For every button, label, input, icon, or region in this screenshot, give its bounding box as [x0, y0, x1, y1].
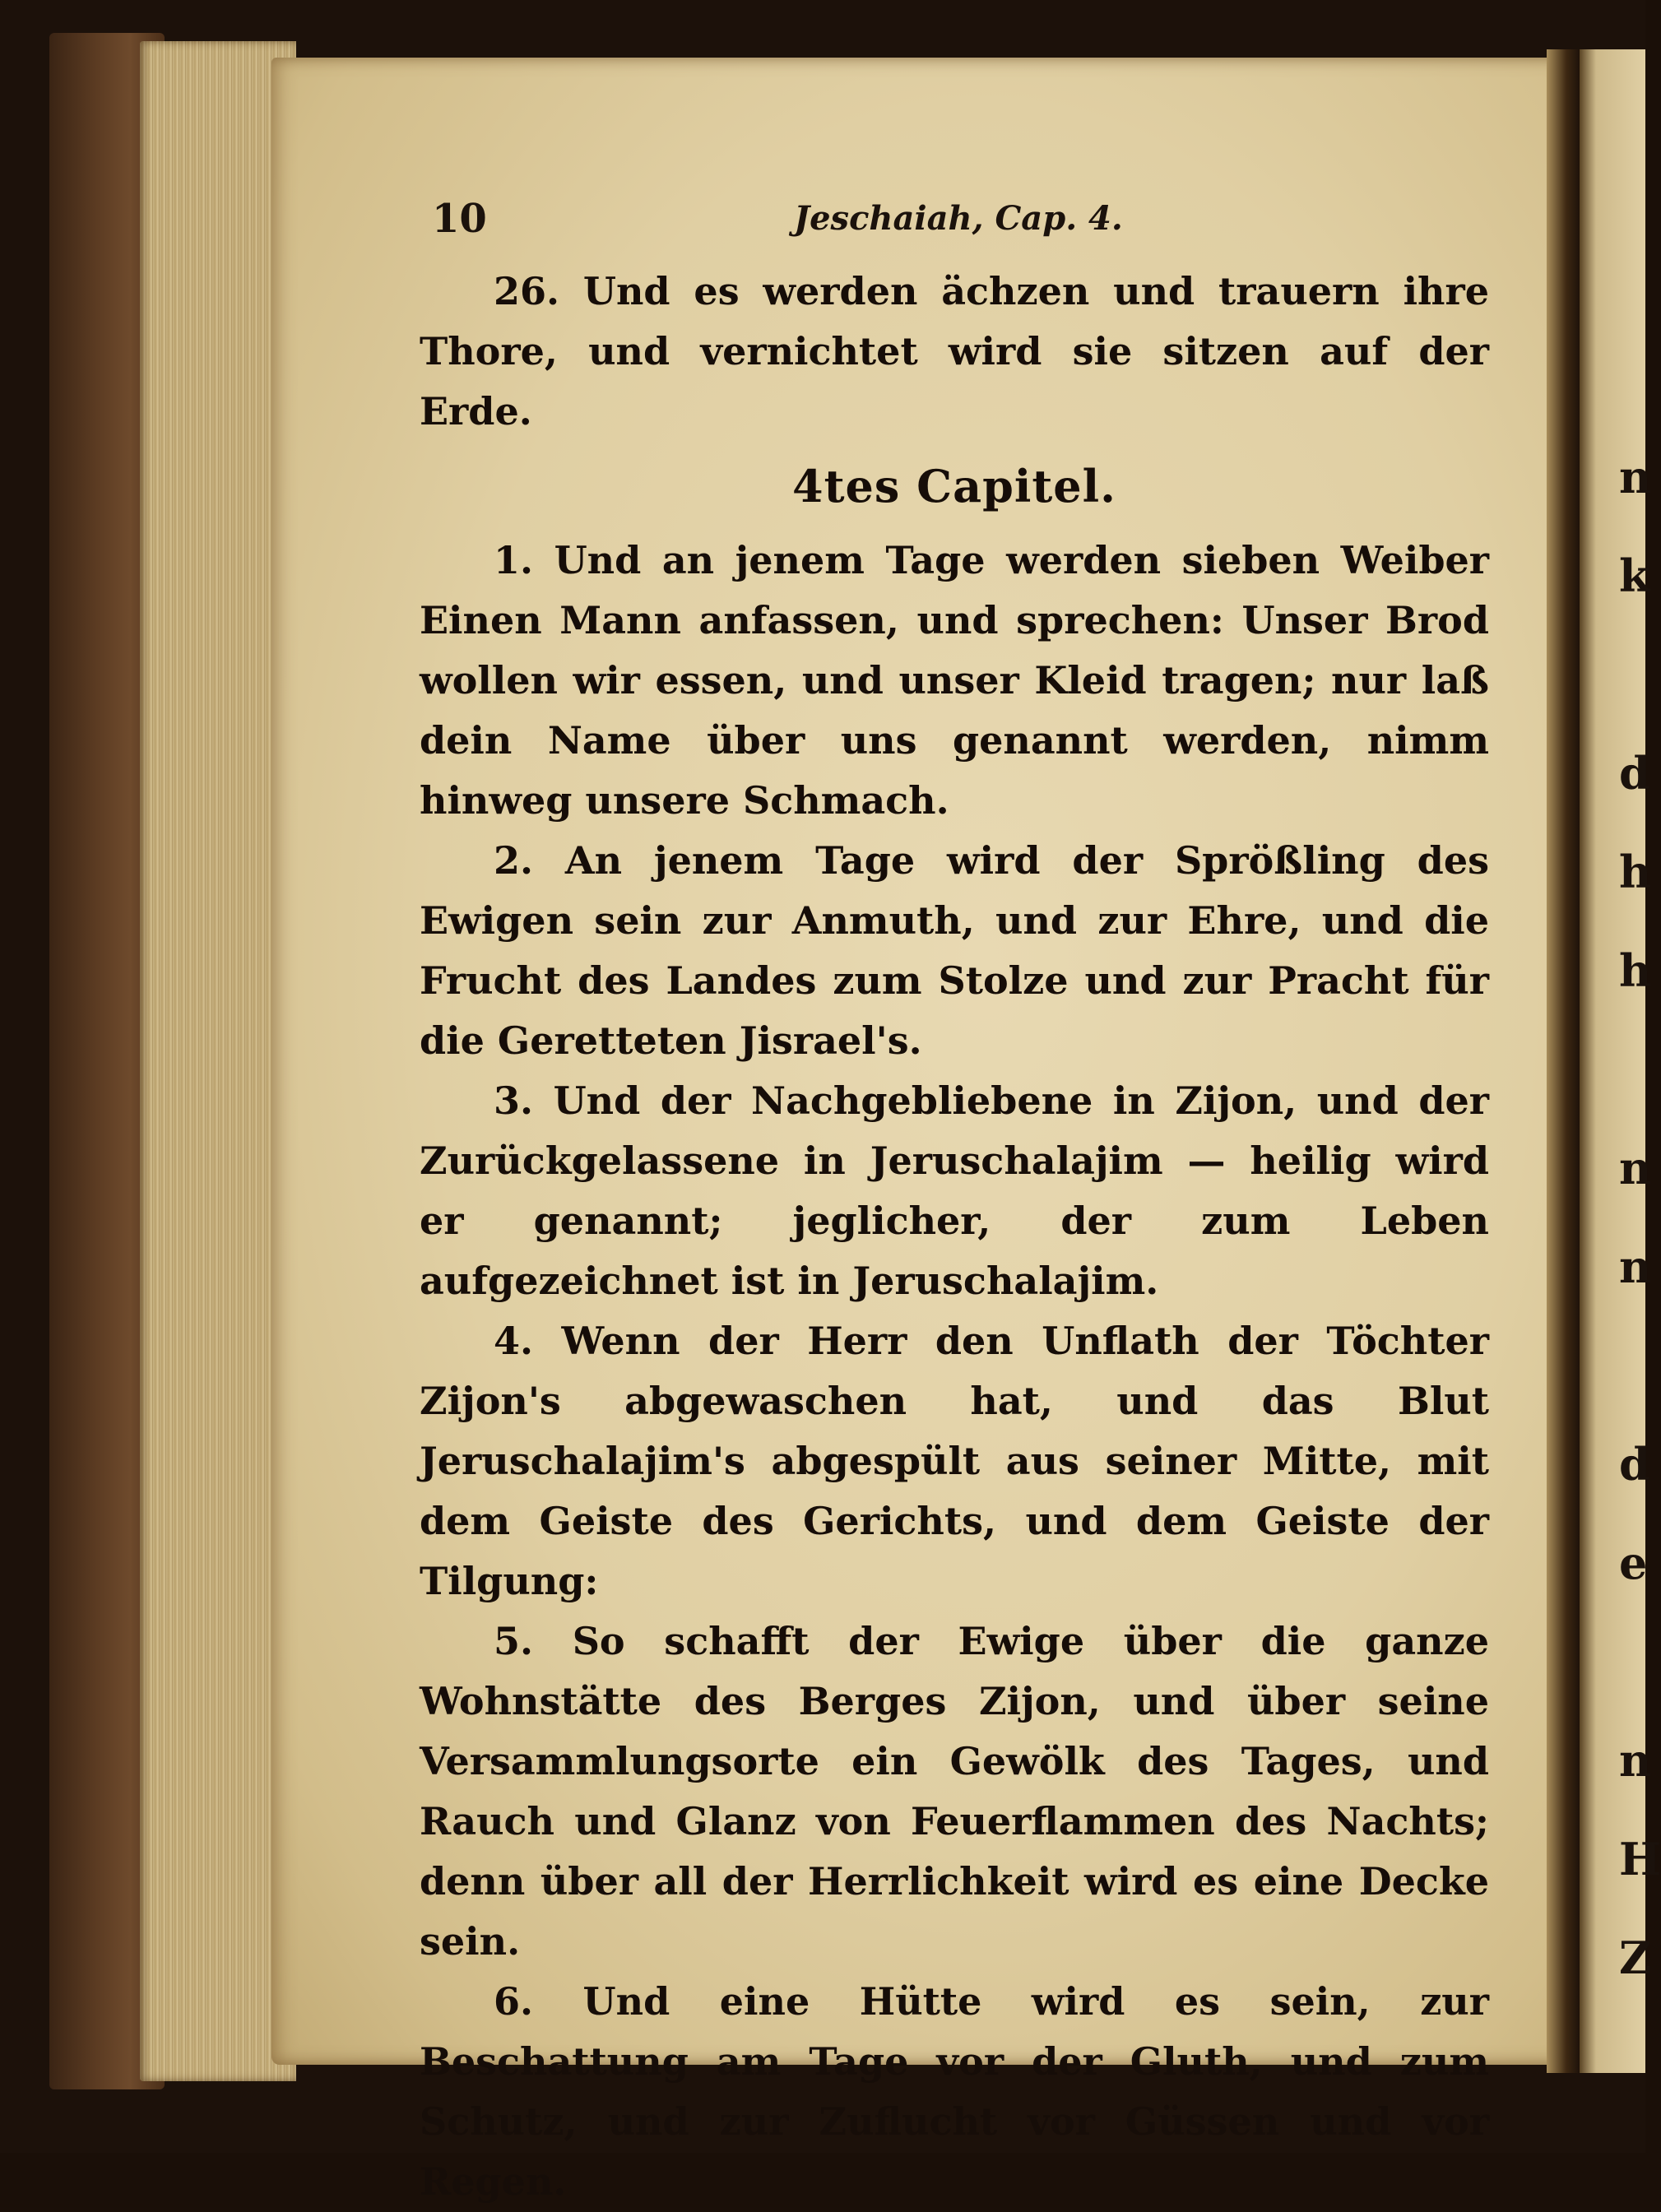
page-number: 10 [432, 196, 487, 242]
page-header [432, 196, 1485, 245]
running-head: Jeschaiah, Cap. 4. [794, 199, 1123, 238]
facing-letter [1619, 1020, 1652, 1119]
facing-letter: n [1619, 451, 1652, 503]
chapter-heading: 4tes Capitel. [792, 460, 1116, 512]
facing-letter: d [1619, 747, 1650, 800]
verse-paragraph: 1. Und an jenem Tage werden sieben Weiber Einen Mann anfassen, und sprechen: Unser Brod wollen wir essen, und unser Kleid tragen; nur laß dein Name über uns genannt werden, nimm hinweg unsere Schmach. [420, 538, 1489, 823]
facing-letter: n [1619, 1142, 1652, 1194]
facing-letter: H [1619, 1833, 1661, 1885]
verse-paragraph: 3. Und der Nachgebliebene in Zijon, und der Zurückgelassene in Jeruschalajim — heilig wird er genannt; jeglicher, der zum Leben aufgezeichnet ist in Jeruschalajim. [420, 1078, 1489, 1303]
verse-paragraph: 2. An jenem Tage wird der Sprößling des Ewigen sein zur Anmuth, und zur Ehre, und die Frucht des Landes zum Stolze und zur Pracht für die Geretteten Jisrael's. [420, 838, 1489, 1063]
facing-letter [1619, 625, 1652, 724]
facing-letter: n [1619, 1734, 1652, 1787]
facing-letter: h [1619, 846, 1652, 898]
verse-paragraph: 6. Und eine Hütte wird es sein, zur Beschattung am Tage vor der Gluth, und zum Schutz, und zur Zuflucht vor Güssen und vor Regen. [420, 1979, 1489, 2204]
facing-letter: d [1619, 1438, 1650, 1491]
facing-letter: e [1619, 1537, 1648, 1589]
facing-letter: h [1619, 944, 1652, 997]
facing-letter [1619, 1316, 1652, 1415]
verse-paragraph: 4. Wenn der Herr den Unflath der Töchter Zijon's abgewaschen hat, und das Blut Jeruschalajim's abgespült aus seiner Mitte, mit dem Geiste des Gerichts, und dem Geiste der Tilgung: [420, 1319, 1489, 1603]
facing-letter: Z [1619, 1931, 1652, 1984]
facing-page-letters [1619, 428, 1661, 2007]
facing-letter: k [1619, 550, 1650, 602]
page-body [420, 262, 1489, 2212]
verse-paragraph: 26. Und es werden ächzen und trauern ihre Thore, und vernichtet wird sie sitzen auf der Erde. [420, 269, 1489, 434]
facing-letter [1619, 1612, 1652, 1711]
verse-paragraph: 5. So schafft der Ewige über die ganze Wohnstätte des Berges Zijon, und über seine Versammlungsorte ein Gewölk des Tages, und Rauch und Glanz von Feuerflammen des Nachts; denn über all der Herrlichkeit wird es eine Decke sein. [420, 1619, 1489, 1964]
book-gutter [1547, 49, 1580, 2073]
facing-letter: n [1619, 1240, 1652, 1293]
